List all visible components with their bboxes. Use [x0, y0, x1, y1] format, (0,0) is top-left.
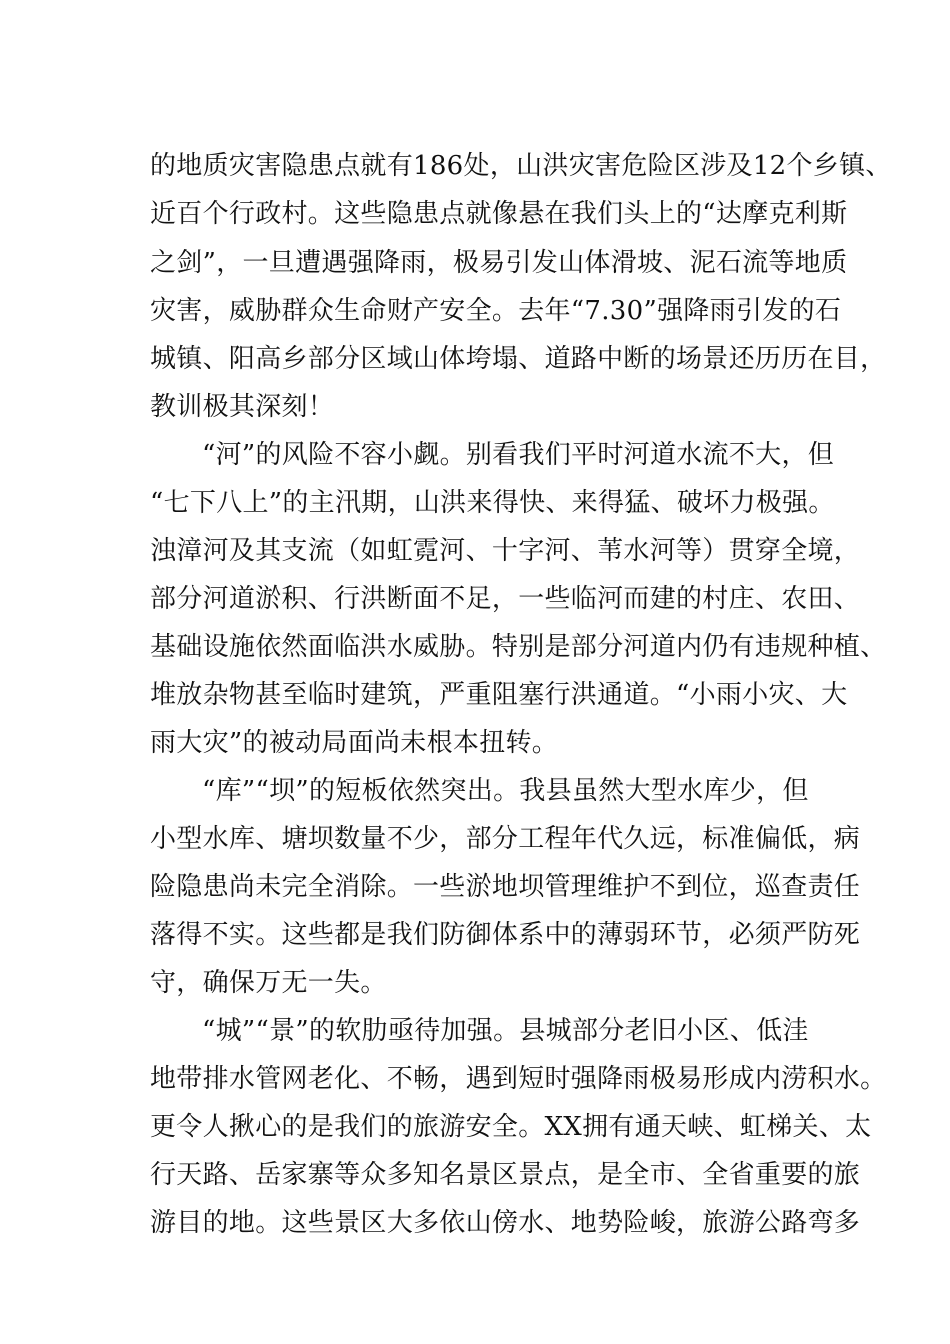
text-line: 守，确保万无一失。 [150, 968, 387, 998]
text-line: 落得不实。这些都是我们防御体系中的薄弱环节，必须严防死 [150, 920, 861, 950]
text-line: 城镇、阳高乡部分区域山体垮塌、道路中断的场景还历历在目， [150, 344, 887, 374]
text-line: 游目的地。这些景区大多依山傍水、地势险峻，旅游公路弯多 [150, 1208, 861, 1238]
text-line: 近百个行政村。这些隐患点就像悬在我们头上的“达摩克利斯 [150, 199, 848, 229]
paragraph-first-line: “库”“坝”的短板依然突出。我县虽然大型水库少，但 [202, 776, 809, 806]
text-line: 之剑”，一旦遭遇强降雨，极易引发山体滑坡、泥石流等地质 [150, 248, 848, 278]
text-line: 雨大灾”的被动局面尚未根本扭转。 [150, 728, 559, 758]
text-line: 的地质灾害隐患点就有186处，山洪灾害危险区涉及12个乡镇、 [150, 151, 892, 181]
text-line: 小型水库、塘坝数量不少，部分工程年代久远，标准偏低，病 [150, 824, 861, 854]
text-line: 部分河道淤积、行洪断面不足，一些临河而建的村庄、农田、 [150, 584, 861, 614]
text-line: 灾害，威胁群众生命财产安全。去年“7.30”强降雨引发的石 [150, 296, 842, 326]
text-line: 浊漳河及其支流（如虹霓河、十字河、苇水河等）贯穿全境， [150, 536, 861, 566]
text-line: 基础设施依然面临洪水威胁。特别是部分河道内仍有违规种植、 [150, 632, 887, 662]
text-line: 堆放杂物甚至临时建筑，严重阻塞行洪通道。“小雨小灾、大 [150, 680, 848, 710]
text-line: 行天路、岳家寨等众多知名景区景点，是全市、全省重要的旅 [150, 1160, 861, 1190]
text-line: “七下八上”的主汛期，山洪来得快、来得猛、破坏力极强。 [150, 488, 835, 518]
text-line: 险隐患尚未完全消除。一些淤地坝管理维护不到位，巡查责任 [150, 872, 861, 902]
paragraph-first-line: “河”的风险不容小觑。别看我们平时河道水流不大，但 [202, 440, 835, 470]
text-line: 地带排水管网老化、不畅，遇到短时强降雨极易形成内涝积水。 [150, 1064, 887, 1094]
paragraph-first-line: “城”“景”的软肋亟待加强。县城部分老旧小区、低洼 [202, 1016, 809, 1046]
text-line: 教训极其深刻！ [150, 392, 335, 422]
text-line: 更令人揪心的是我们的旅游安全。XX拥有通天峡、虹梯关、太 [150, 1112, 872, 1142]
